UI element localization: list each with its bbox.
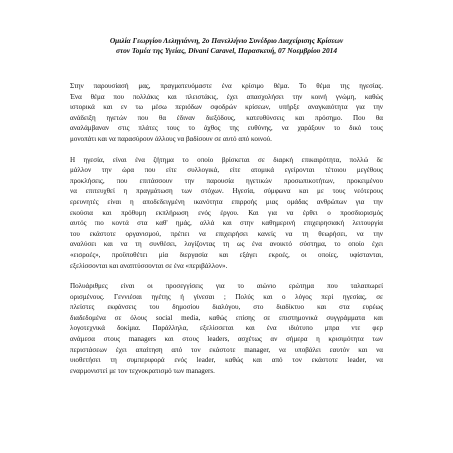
paragraph-line: προκλήσεις, που επιτάσσουν την παρουσία ηγετικών προσωπικοτήτων, προκειμένου bbox=[70, 176, 383, 185]
paragraph-line: ορισμένους. Γεννιέσαι ηγέτης ή γίνεσαι ; Πολύς και ο λόγος περί ηγεσίας, σε bbox=[70, 292, 383, 301]
paragraph-line: «εισροές», προϋποθέτει μία διεργασία και εξάγει εκροές, οι οποίες, υφίστανται, bbox=[70, 250, 383, 259]
paragraph-line: Η ηγεσία, είναι ένα ζήτημα το οποίο βρίσκεται σε διαρκή επικαιρότητα, πολλώ δε bbox=[70, 155, 383, 164]
paragraph-line: ερευνητές είναι η αποδεδειγμένη ικανότητα επιρροής μιας ομάδας ανθρώπων για την bbox=[70, 197, 383, 206]
paragraph-line: Ένα θέμα που πολλάκις και πλειστάκις, έχει απασχολήσει την κοινή γνώμη, καθώς bbox=[70, 92, 383, 101]
paragraph-line: ανάδειξη ηγετών που θα έδιναν διεξόδους, κατευθύνσεις και πρόσημο. Που θα bbox=[70, 113, 383, 122]
paragraph-line: λογοτεχνικά δοκίμια. Παράλληλα, εξελίσσεται και ένα ιδιότυπο μπρα ντε φερ bbox=[70, 324, 383, 333]
paragraph-line: αναλάμβαναν στις πλάτες τους το άχθος της ευθύνης, να χαράξουν το δικό τους bbox=[70, 124, 383, 133]
paragraph-line: του εκάστοτε οργανισμού, πρέπει να επιχειρήσει κανείς να τη θεωρήσει, να την bbox=[70, 229, 383, 238]
paragraph-line: αυτός πιο κοντά στα καθ' ημάς, αλλά και στην καθημερινή επιχειρησιακή λειτουργία bbox=[70, 219, 383, 228]
paragraph-3 bbox=[70, 281, 383, 376]
paragraph-1 bbox=[70, 81, 383, 145]
paragraph-2 bbox=[70, 155, 383, 272]
paragraph-line: πλείστες εκφάνσεις του δημοσίου διαλόγου, στο διαδίκτυο και στα ευρέως bbox=[70, 303, 383, 312]
paragraph-line: υιοθετήσει τη συμπεριφορά ενός leader, καθώς και από τον εκάστοτε leader, να bbox=[70, 356, 383, 365]
paragraph-line: Πολυάριθμες είναι οι προσεγγίσεις για το αιώνιο ερώτημα που ταλαιπωρεί bbox=[70, 282, 383, 291]
paragraph-line: περιστάσεων έχει απαίτηση από τον εκάστοτε manager, να υποβάλει εαυτόν και να bbox=[70, 345, 383, 354]
paragraph-line: να επιτευχθεί η πραγμάτωση των στόχων. Ηγεσία, σύμφωνα και με τους νεότερους bbox=[70, 187, 383, 196]
paragraph-line: μονοπάτι και να παρασύρουν άλλους να βαδίσουν σε αυτό από κοινού. bbox=[70, 134, 272, 143]
paragraph-line: εξελίσσονται και αναπτύσσονται σε ένα «περιβάλλον». bbox=[70, 261, 228, 270]
paragraph-line: μάλλον την ώρα που είτε συλλογικά, είτε ατομικά εγείρονται τέτοιου μεγέθους bbox=[70, 166, 383, 175]
paragraph-line: εναρμονιστεί με τον τεχνοκρατισμό των managers. bbox=[70, 366, 215, 375]
paragraph-line: Στην παρουσίασή μας, πραγματευόμαστε ένα κρίσιμο θέμα. Το θέμα της ηγεσίας. bbox=[70, 82, 383, 90]
paragraph-line: ανάμεσα στους managers και στους leaders, ασχέτως αν σήμερα η κρισιμότητα των bbox=[70, 335, 383, 344]
title-line-1: Ομιλία Γεωργίου Λεληγιάννη, 2ο Πανελλήνιο Συνέδριο Διαχείρισης Κρίσεων bbox=[109, 36, 344, 45]
paragraph-line: διαδεδομένα σε όλους social media, καθώς επίσης σε επιστημονικά συγγράμματα και bbox=[70, 313, 383, 322]
title-line-2: στον Τομέα της Υγείας, Divani Caravel, Παρασκευή, 07 Νοεμβρίου 2014 bbox=[115, 46, 338, 55]
paragraph-line: ιστορικά και εν τω μέσω περιόδων σφοδρών κρίσεων, υπήρξε αναγκαιότητα για την bbox=[70, 103, 383, 112]
paragraph-line: αναλύσει και να τη συνθέσει, λογίζοντας τη ως ένα ανοικτό σύστημα, το οποίο έχει bbox=[70, 240, 383, 249]
document-title bbox=[70, 36, 383, 56]
paragraph-line: εκούσια και πρόθυμη εκπλήρωση ενός έργου. Και για να έρθει ο προσδιορισμός bbox=[70, 208, 383, 217]
